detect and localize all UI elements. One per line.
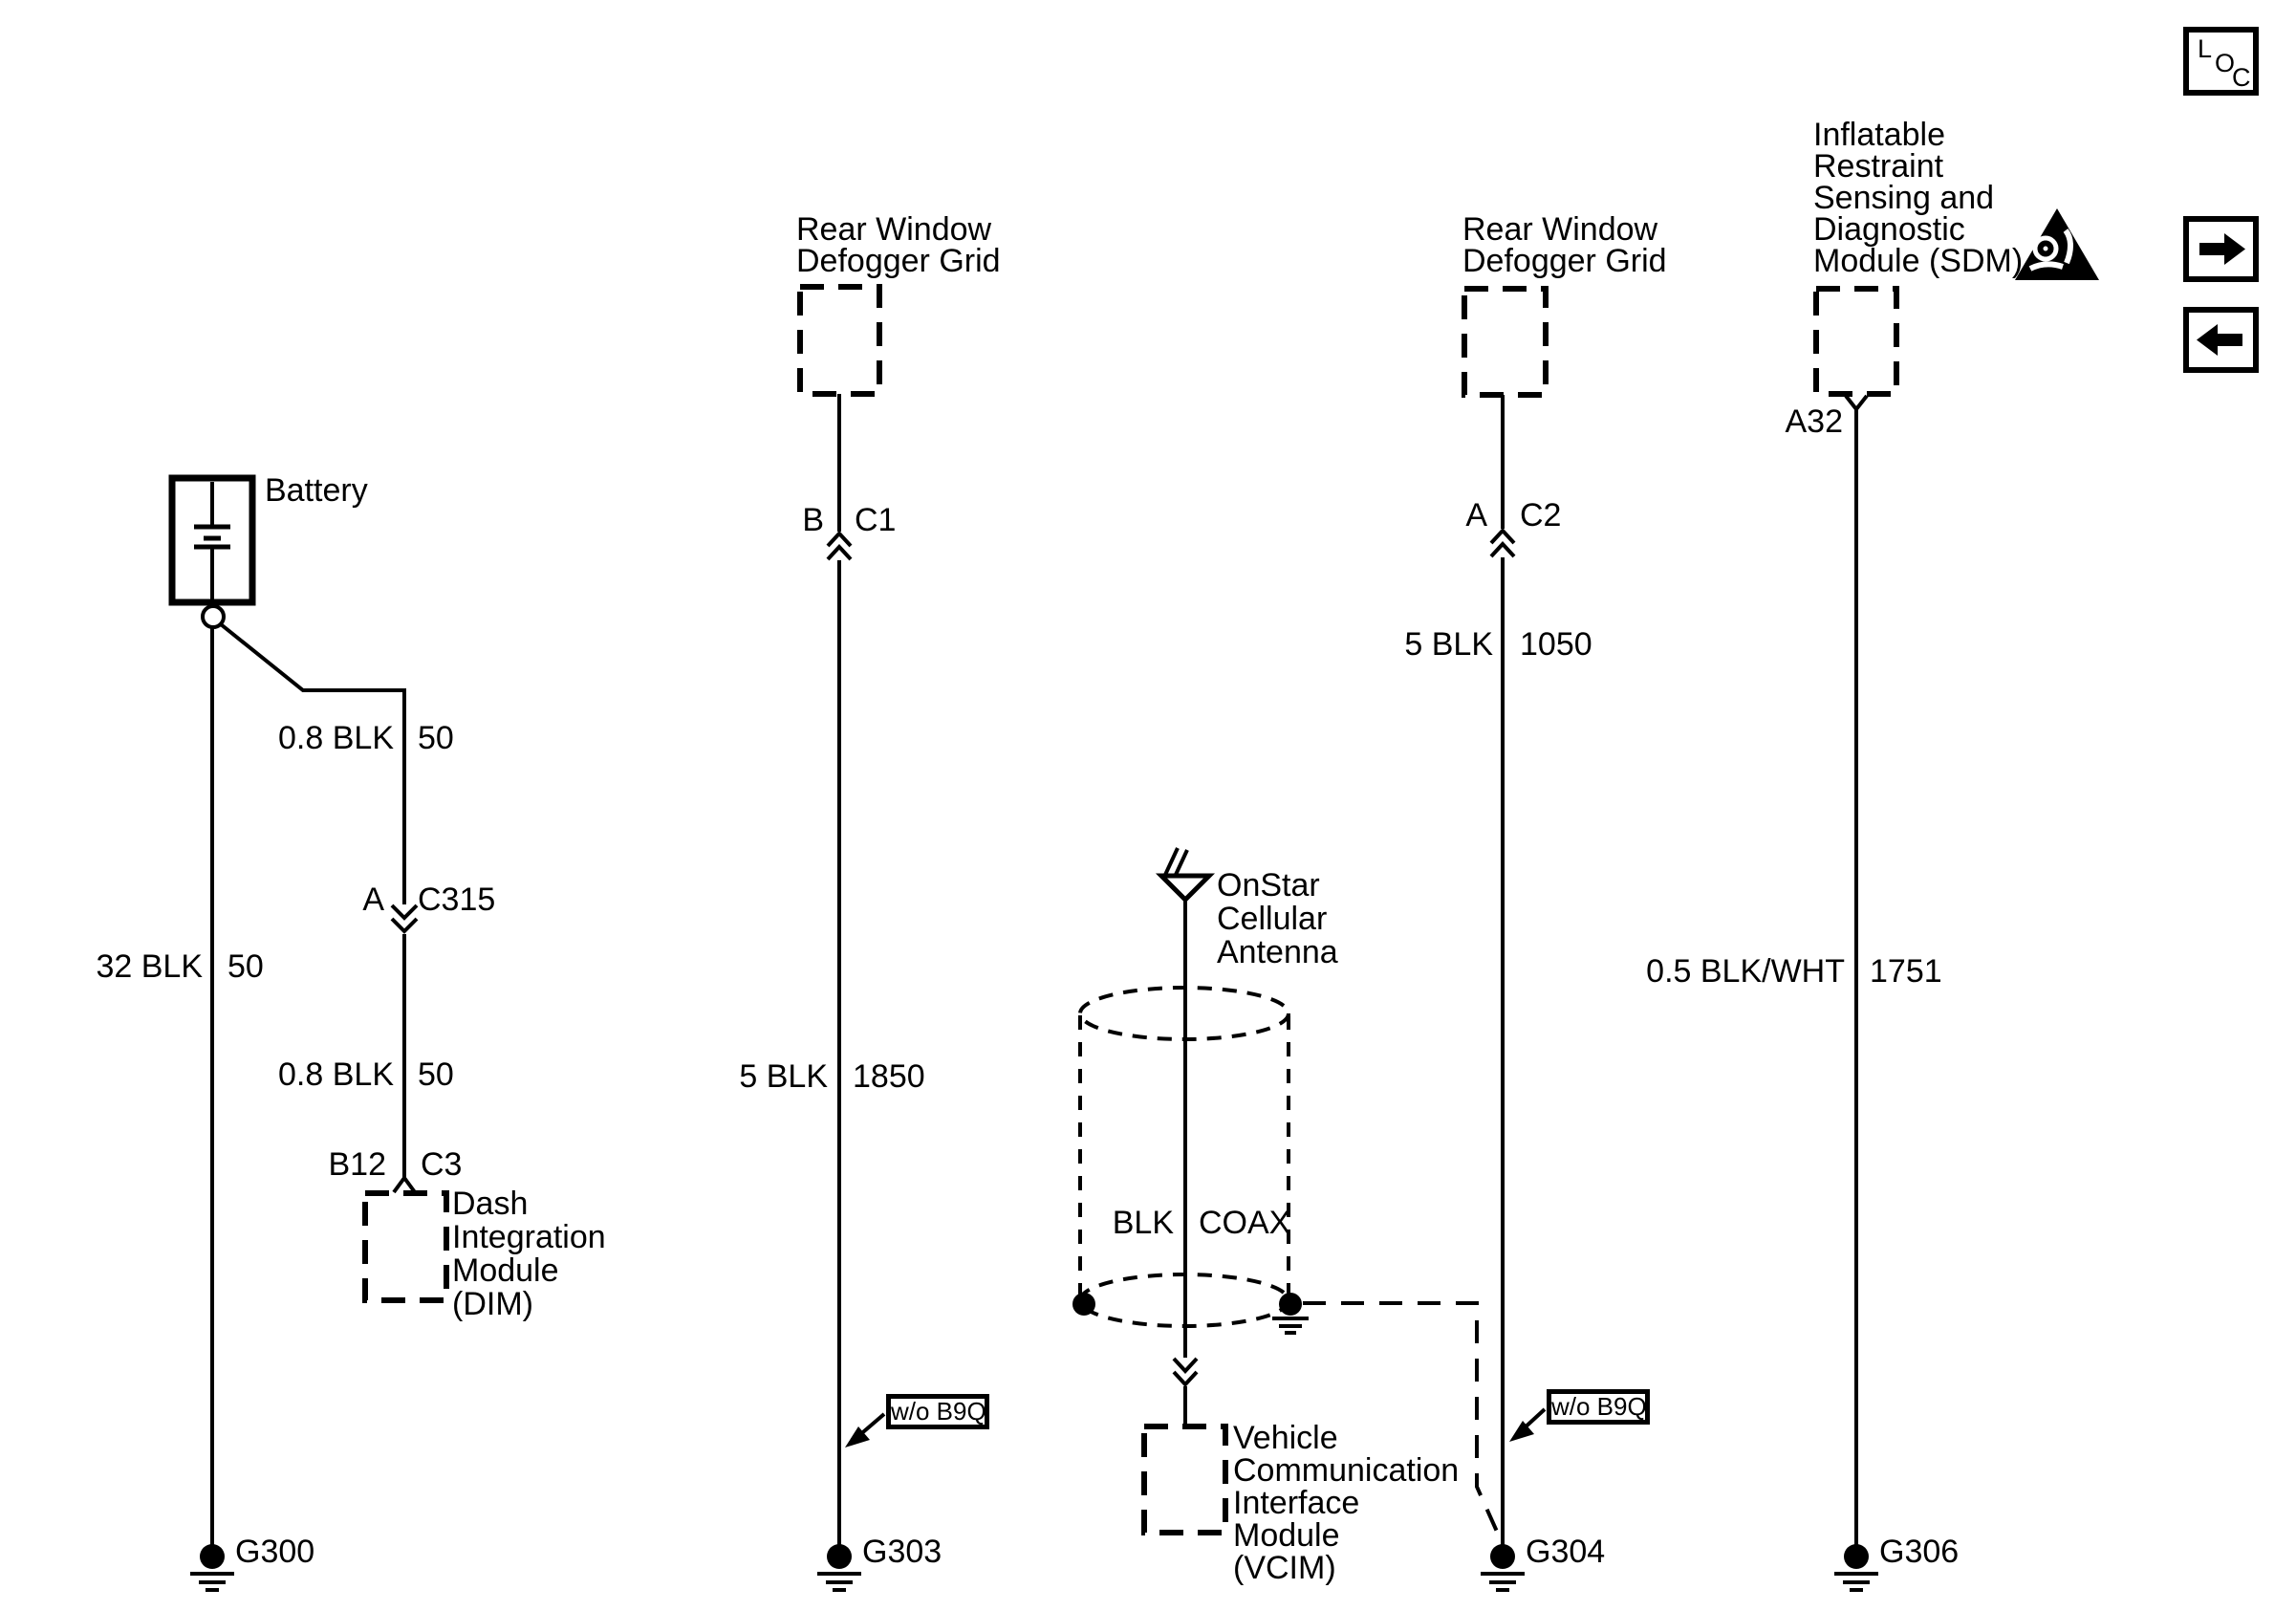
ground-label-g300: G300 (235, 1534, 315, 1570)
ground-g306-symbol (1834, 1544, 1878, 1590)
wo-b9q-note: w/o B9Q (886, 1394, 989, 1429)
module-label-line: Dash (452, 1186, 529, 1222)
module-label-line: Rear Window (1462, 211, 1658, 248)
module-label-line: (DIM) (452, 1286, 533, 1322)
wire-size-label: 5 BLK (1404, 626, 1493, 663)
module-label-line: Inflatable (1813, 117, 1945, 153)
wire-size-label: 0.5 BLK/WHT (1646, 953, 1845, 990)
wire-size-label: 0.8 BLK (278, 720, 394, 756)
connector-c315-symbol (392, 905, 417, 931)
module-label-line: Defogger Grid (1462, 243, 1667, 279)
wire-size-label: 32 BLK (96, 948, 203, 985)
forward-button[interactable] (2183, 216, 2259, 282)
module-label-line: Rear Window (796, 211, 992, 248)
module-label-line: Module (1233, 1517, 1340, 1554)
module-label-line: Cellular (1217, 901, 1328, 937)
battery-label: Battery (265, 472, 368, 509)
shield-ground-symbol (1272, 1318, 1309, 1333)
wo-b9q-arrow-right (1509, 1409, 1545, 1442)
module-label-line: Vehicle (1233, 1420, 1338, 1456)
module-label-line: Antenna (1217, 934, 1338, 970)
module-label-line: OnStar (1217, 867, 1320, 903)
battery-symbol (172, 478, 252, 627)
defogger-right-label (1462, 211, 1667, 279)
ground-g300-symbol (190, 1544, 234, 1590)
connector-c1-symbol (828, 533, 851, 559)
module-label-line: (VCIM) (1233, 1550, 1336, 1586)
connector-c2-symbol (1491, 531, 1514, 556)
loc-letter-o: O (2215, 49, 2236, 77)
airbag-warning-icon (2015, 208, 2099, 280)
module-label-line: Interface (1233, 1485, 1360, 1521)
wire-circuit-label: 1850 (853, 1058, 925, 1095)
module-label-line: Restraint (1813, 148, 1944, 185)
module-label-line: Sensing and (1813, 180, 1995, 216)
ground-label-g303: G303 (862, 1534, 942, 1570)
wire-circuit-label: 50 (227, 948, 264, 985)
ground-label-g306: G306 (1879, 1534, 1960, 1570)
connector-name-label: C315 (418, 882, 496, 918)
defogger-left-label (796, 211, 1001, 279)
connector-pin-label: A (1465, 497, 1487, 533)
wire-circuit-label: COAX (1199, 1205, 1291, 1241)
dim-connector-fork (394, 1178, 415, 1192)
connector-name-label: C2 (1520, 497, 1562, 533)
wire-size-label: 5 BLK (739, 1058, 828, 1095)
connector-pin-label: A (362, 882, 384, 918)
vcim-module-box (1144, 1426, 1225, 1533)
sdm-module-label (1813, 117, 2024, 279)
onstar-antenna-symbol (1161, 848, 1209, 900)
ground-g304-symbol (1481, 1544, 1525, 1590)
ground-label-g304: G304 (1526, 1534, 1606, 1570)
ground-g303-symbol (817, 1544, 861, 1590)
loc-button[interactable] (2183, 27, 2259, 96)
connector-pin-label: B (802, 502, 824, 538)
dim-module-box (365, 1193, 446, 1300)
wire-circuit-label: 1751 (1870, 953, 1942, 990)
module-label-line: Defogger Grid (796, 243, 1001, 279)
wire-size-label: BLK (1112, 1205, 1174, 1241)
connector-name-label: C1 (855, 502, 897, 538)
right-arrow-icon (2189, 222, 2253, 276)
wo-b9q-arrow-left (845, 1414, 884, 1448)
onstar-antenna-label (1217, 869, 1338, 969)
sdm-module-box (1816, 289, 1896, 394)
connector-pin-label: A32 (1785, 403, 1843, 440)
wo-b9q-note: w/o B9Q (1547, 1389, 1650, 1425)
wire-circuit-label: 50 (418, 1056, 454, 1093)
defogger-right-box (1464, 289, 1546, 395)
back-button[interactable] (2183, 307, 2259, 373)
connector-pin-label: B12 (328, 1146, 386, 1183)
module-label-line: Module (SDM) (1813, 243, 2024, 279)
connector-name-label: C3 (421, 1146, 463, 1183)
module-label-line: Integration (452, 1219, 606, 1255)
connector-vcim-symbol (1174, 1359, 1197, 1384)
module-label-line: Diagnostic (1813, 211, 1965, 248)
dim-module-label (452, 1187, 606, 1321)
module-label-line: Communication (1233, 1452, 1460, 1489)
loc-letter-l: L (2198, 34, 2213, 63)
wire-circuit-label: 1050 (1520, 626, 1592, 663)
wire-size-label: 0.8 BLK (278, 1056, 394, 1093)
wire-circuit-label: 50 (418, 720, 454, 756)
left-arrow-icon (2189, 313, 2253, 367)
defogger-left-box (800, 287, 879, 394)
loc-letter-c: C (2232, 63, 2251, 92)
vcim-module-label (1233, 1422, 1459, 1584)
module-label-line: Module (452, 1252, 559, 1289)
sdm-connector-fork (1846, 396, 1867, 409)
